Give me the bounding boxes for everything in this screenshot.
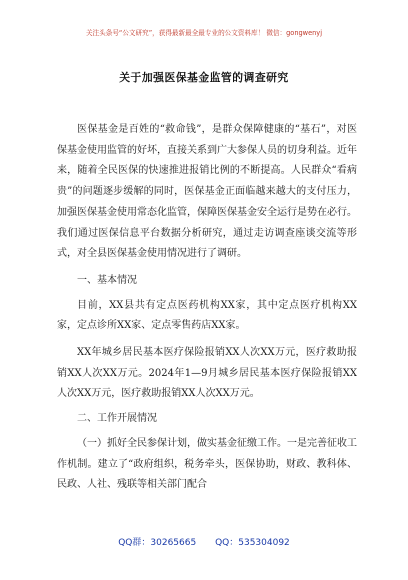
section-heading-work: 二、工作开展情况 (77, 413, 157, 425)
intro-paragraph: 医保基金是百姓的“救命钱”，是群众保障健康的“基石”，对医保基金使用监管的好坏，直接关系到广大参保人员的切身利益。近年来，随着全民医保的快速推进报销比例的不断提高。人民群众“看病贵”的问题逐步缓解的同时，医保基金正面临越来越大的支付压力，加强医保基金使用常态化监管，保障医保基金安全运行是势在必行。我们通过医保信息平台数据分析研究，通过走访调查座谈交流等形式，对全县医保基金使用情况进行了调研。 (57, 124, 357, 260)
paragraph-reimbursement: XX年城乡居民基本医疗保险报销XX人次XX万元，医疗救助报销XX人次XX万元。2024年1—9月城乡居民基本医疗保险报销XX人次XX万元，医疗救助报销XX人次XX万元。 (57, 347, 357, 400)
paragraph-enrollment: （一）抓好全民参保计划，做实基金征缴工作。一是完善征收工作机制。建立了“政府组织，税务牵头，医保协助，财政、教科体、民政、人社、残联等相关部门配合 (57, 437, 357, 491)
document-title: 关于加强医保基金监管的调查研究 (119, 71, 289, 84)
qq-contact: QQ：535304092 (215, 538, 290, 548)
promo-banner: 关注头条号“公文研究”，获得最新最全最专业的公文资料库！ 微信：gongwenyj (85, 29, 323, 37)
document-body (57, 120, 357, 496)
paragraph-institutions: 目前，XX县共有定点医药机构XX家，其中定点医疗机构XX家，定点诊所XX家、定点零售药店XX家。 (57, 299, 357, 332)
contact-footer (0, 535, 408, 548)
qq-group: QQ群：30265665 (118, 538, 197, 548)
section-heading-basic: 一、基本情况 (77, 274, 137, 286)
